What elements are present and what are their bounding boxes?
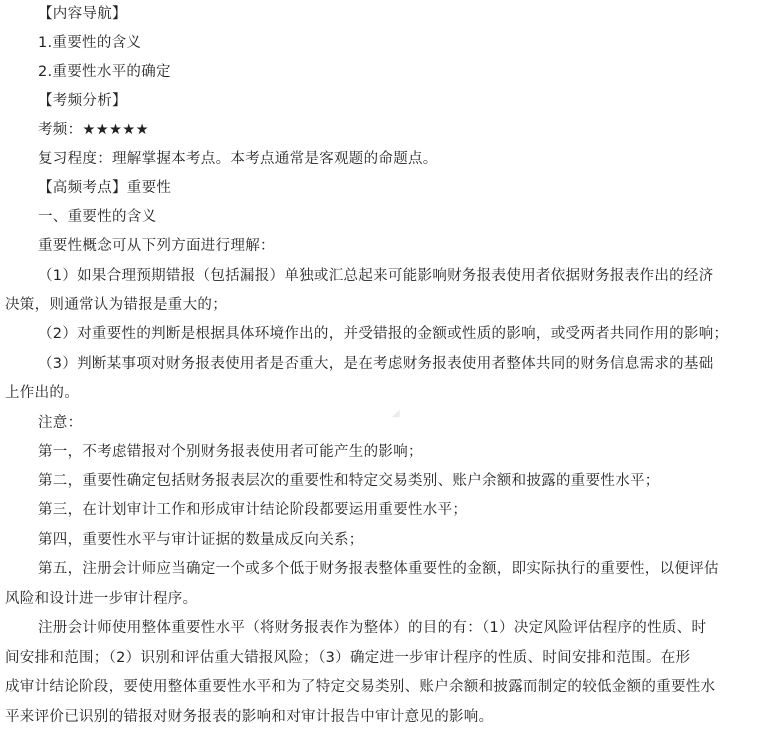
- paragraph-line: （2）对重要性的判断是根据具体环境作出的，并受错报的金额或性质的影响，或受两者共同作用的影响；: [38, 326, 729, 342]
- note-item: 第三，在计划审计工作和形成审计结论阶段都要运用重要性水平；: [38, 502, 468, 518]
- paragraph-line: 平来评价已识别的错报对财务报表的影响和对审计报告中审计意见的影响。: [5, 709, 494, 725]
- nav-item: 2.重要性水平的确定: [38, 64, 171, 80]
- notes-heading: 注意：: [38, 415, 83, 431]
- nav-heading: 【内容导航】: [38, 6, 127, 22]
- analysis-heading: 【考频分析】: [38, 93, 127, 109]
- paragraph-line: （3）判断某事项对财务报表使用者是否重大，是在考虑财务报表使用者整体共同的财务信息需求的基础: [38, 356, 714, 372]
- paragraph-line: 成审计结论阶段，要使用整体重要性水平和为了特定交易类别、账户余额和披露而制定的较低金额的重要性水: [5, 679, 716, 695]
- note-item: 第四，重要性水平与审计证据的数量成反向关系；: [38, 532, 364, 548]
- concept-intro: 重要性概念可从下列方面进行理解：: [38, 238, 275, 254]
- paragraph-line: 决策，则通常认为错报是重大的；: [5, 297, 227, 313]
- paragraph-line: 上作出的。: [5, 385, 79, 401]
- section-subheading: 一、重要性的含义: [38, 209, 157, 225]
- paragraph-line: 间安排和范围；（2）识别和评估重大错报风险；（3）确定进一步审计程序的性质、时间安排和范围。在形: [5, 650, 691, 666]
- watermark-mark: ◢: [392, 408, 400, 419]
- nav-item: 1.重要性的含义: [38, 35, 142, 51]
- review-level: 复习程度：理解掌握本考点。本考点通常是客观题的命题点。: [38, 151, 438, 167]
- frequency-rating: 考频：★★★★★: [38, 122, 149, 138]
- note-item: 第二，重要性确定包括财务报表层次的重要性和特定交易类别、账户余额和披露的重要性水平；: [38, 473, 660, 489]
- topic-heading: 【高频考点】重要性: [38, 180, 172, 196]
- note-item: 风险和设计进一步审计程序。: [5, 591, 198, 607]
- paragraph-line: 注册会计师使用整体重要性水平（将财务报表作为整体）的目的有：（1）决定风险评估程序的性质、时: [38, 620, 707, 636]
- paragraph-line: （1）如果合理预期错报（包括漏报）单独或汇总起来可能影响财务报表使用者依据财务报表作出的经济: [38, 268, 714, 284]
- note-item: 第一，不考虑错报对个别财务报表使用者可能产生的影响；: [38, 444, 423, 460]
- note-item: 第五，注册会计师应当确定一个或多个低于财务报表整体重要性的金额，即实际执行的重要性，以便评估: [38, 561, 719, 577]
